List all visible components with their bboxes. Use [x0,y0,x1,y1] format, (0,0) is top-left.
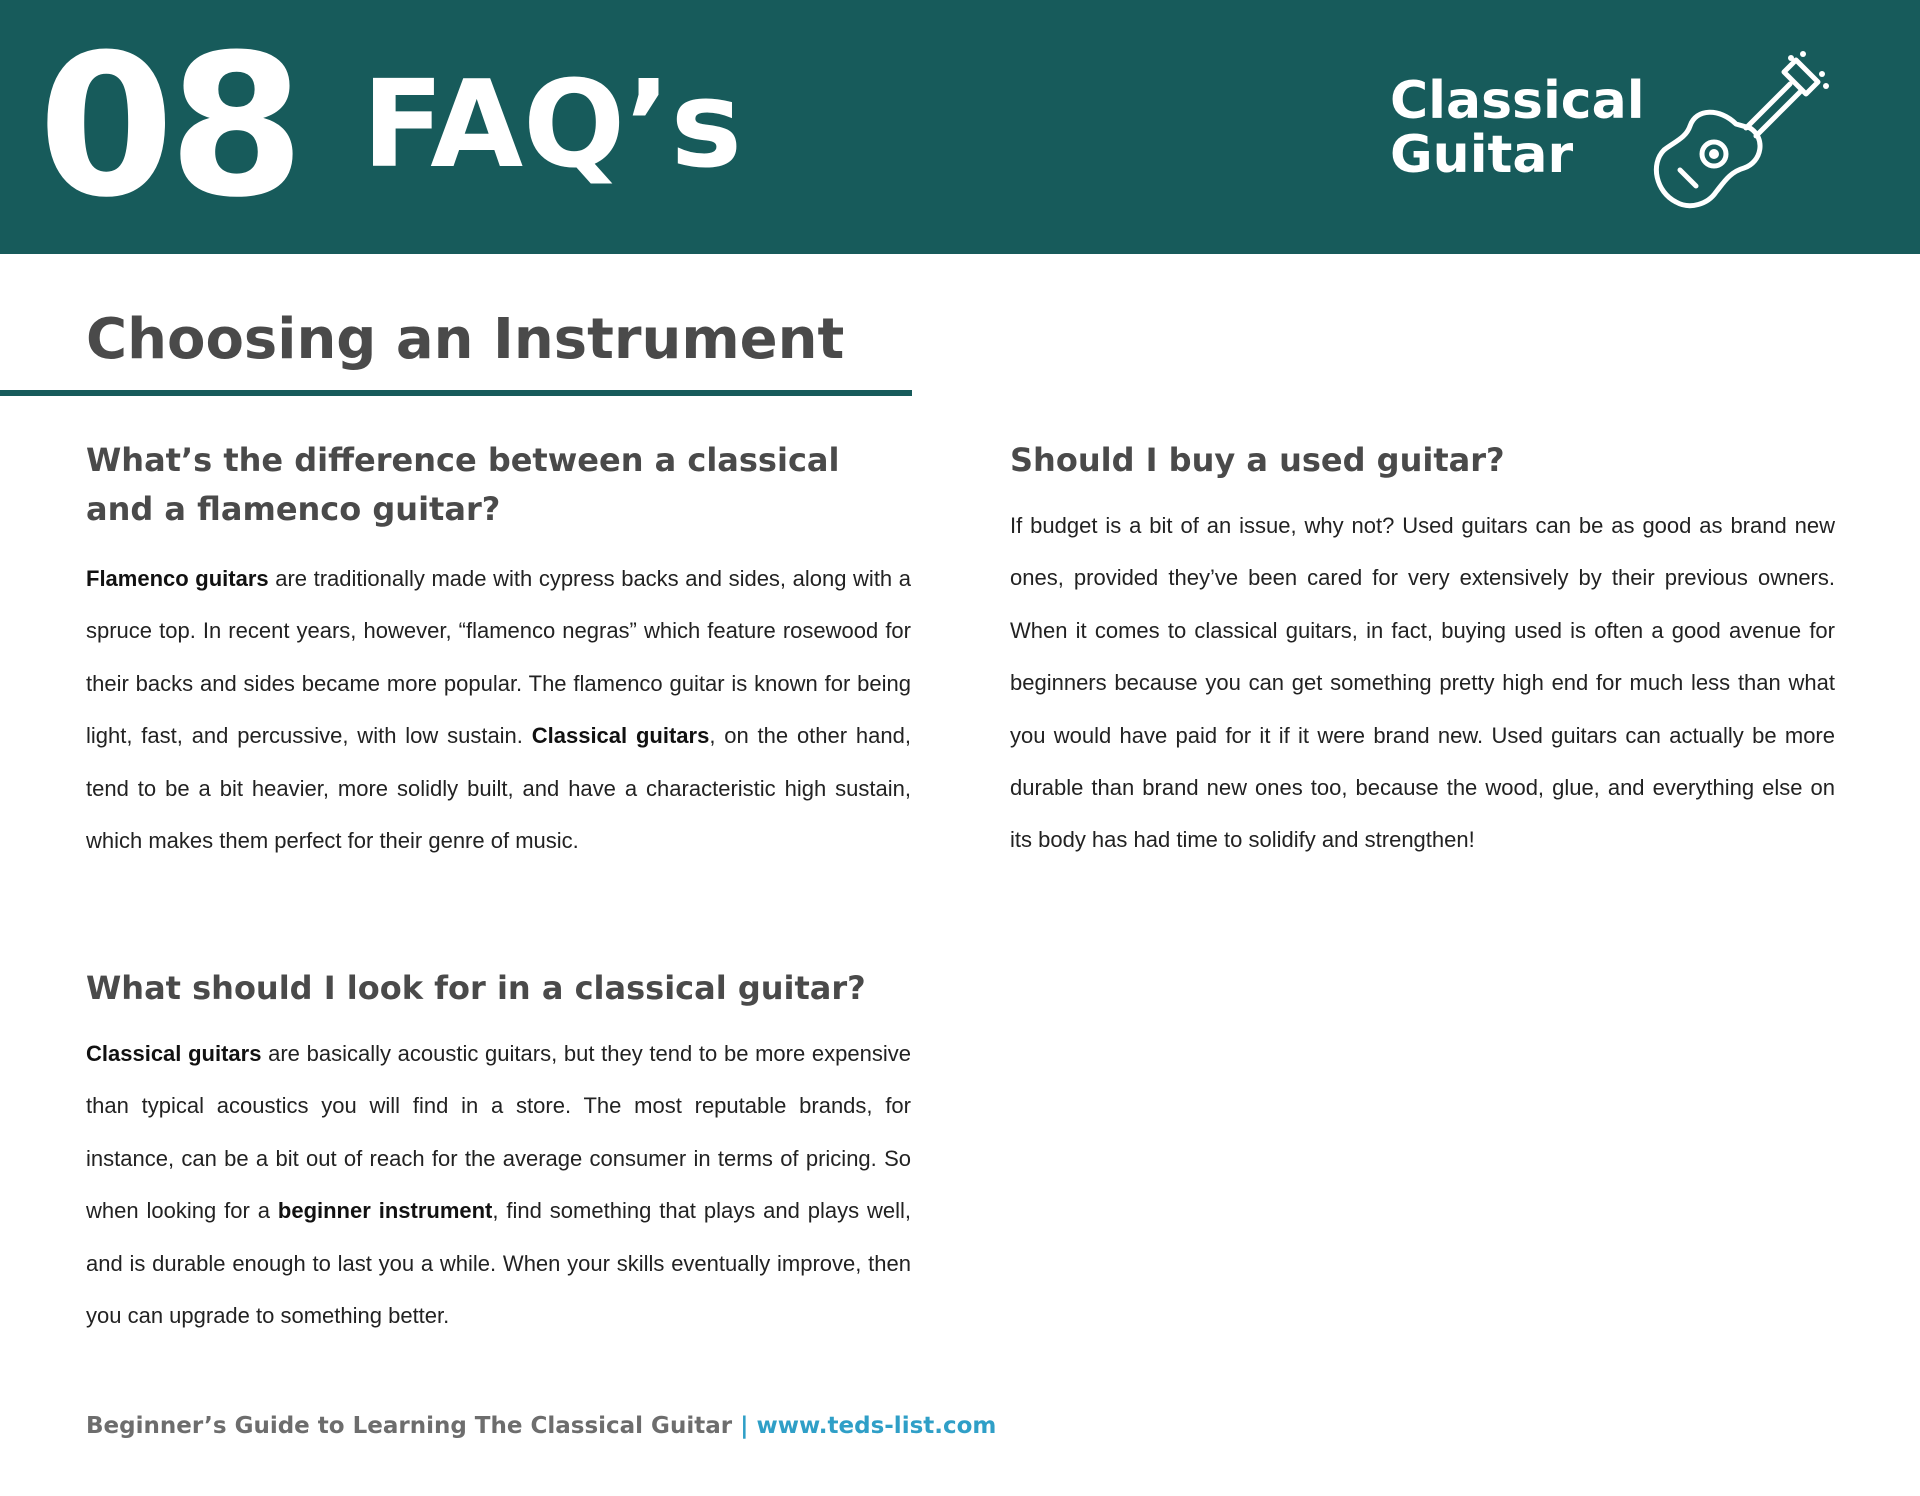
brand-title [1390,71,1645,185]
answer-1-bold-1: Flamenco guitars [86,566,269,591]
answer-2-bold-1: Classical guitars [86,1041,262,1066]
footer-website-link[interactable]: www.teds-list.com [756,1413,997,1439]
answer-1-text-2: , on the other hand, tend to be a bit heavier, more solidly built, and have a characteristic high sustain, which makes them perfect for their genre of music. [86,723,911,854]
faq-question-3: Should I buy a used guitar? [1010,441,1505,479]
faq-answer-1 [86,553,911,867]
chapter-title: FAQ’s [362,56,743,195]
footer-guide-title: Beginner’s Guide to Learning The Classical Guitar [86,1413,733,1439]
section-title: Choosing an Instrument [86,307,845,372]
section-divider [0,390,912,396]
answer-2-text-2: , find something that plays and plays well, and is durable enough to last you a while. When your skills eventually improve, then you can upgrade to something better. [86,1198,912,1329]
faq-question-1: What’s the difference between a classical and a flamenco guitar? [86,441,840,528]
chapter-number: 08 [38,13,299,241]
header-banner [0,0,1920,254]
brand-line-1: Classical [1390,71,1645,131]
faq-answer-3 [1010,500,1835,867]
brand-line-2: Guitar [1390,125,1574,185]
faq-answer-2 [86,1028,911,1342]
footer [86,1408,996,1444]
answer-1-text-1: are traditionally made with cypress backs and sides, along with a spruce top. In recent years, however, “flamenco negras” which feature rosewood for their backs and sides became more popular. The flamenco guitar is known for being light, fast, and percussive, with low sustain. [86,566,911,749]
guitar-icon [1650,46,1830,210]
answer-2-text-1: are basically acoustic guitars, but they tend to be more expensive than typical acoustics you will find in a store. The most reputable brands, for instance, can be a bit out of reach for the average consumer in terms of pricing. So when looking for a [86,1041,911,1224]
answer-2-bold-2: beginner instrument [277,1198,493,1224]
answer-3-text-1: If budget is a bit of an issue, why not? Used guitars can be as good as brand new ones, provided they’ve been cared for very extensively by their previous owners. When it comes to classical guitars, in fact, buying used is often a good avenue for beginners because you can get something pretty high end for much less than what you would have paid for it if it were brand new. Used guitars can actually be more durable than brand new ones too, because the wood, glue, and everything else on its body has had time to solidify and strengthen! [1010,513,1835,853]
answer-1-bold-2: Classical guitars [531,723,710,749]
footer-separator: | [740,1413,749,1439]
faq-question-2: What should I look for in a classical guitar? [86,969,866,1007]
